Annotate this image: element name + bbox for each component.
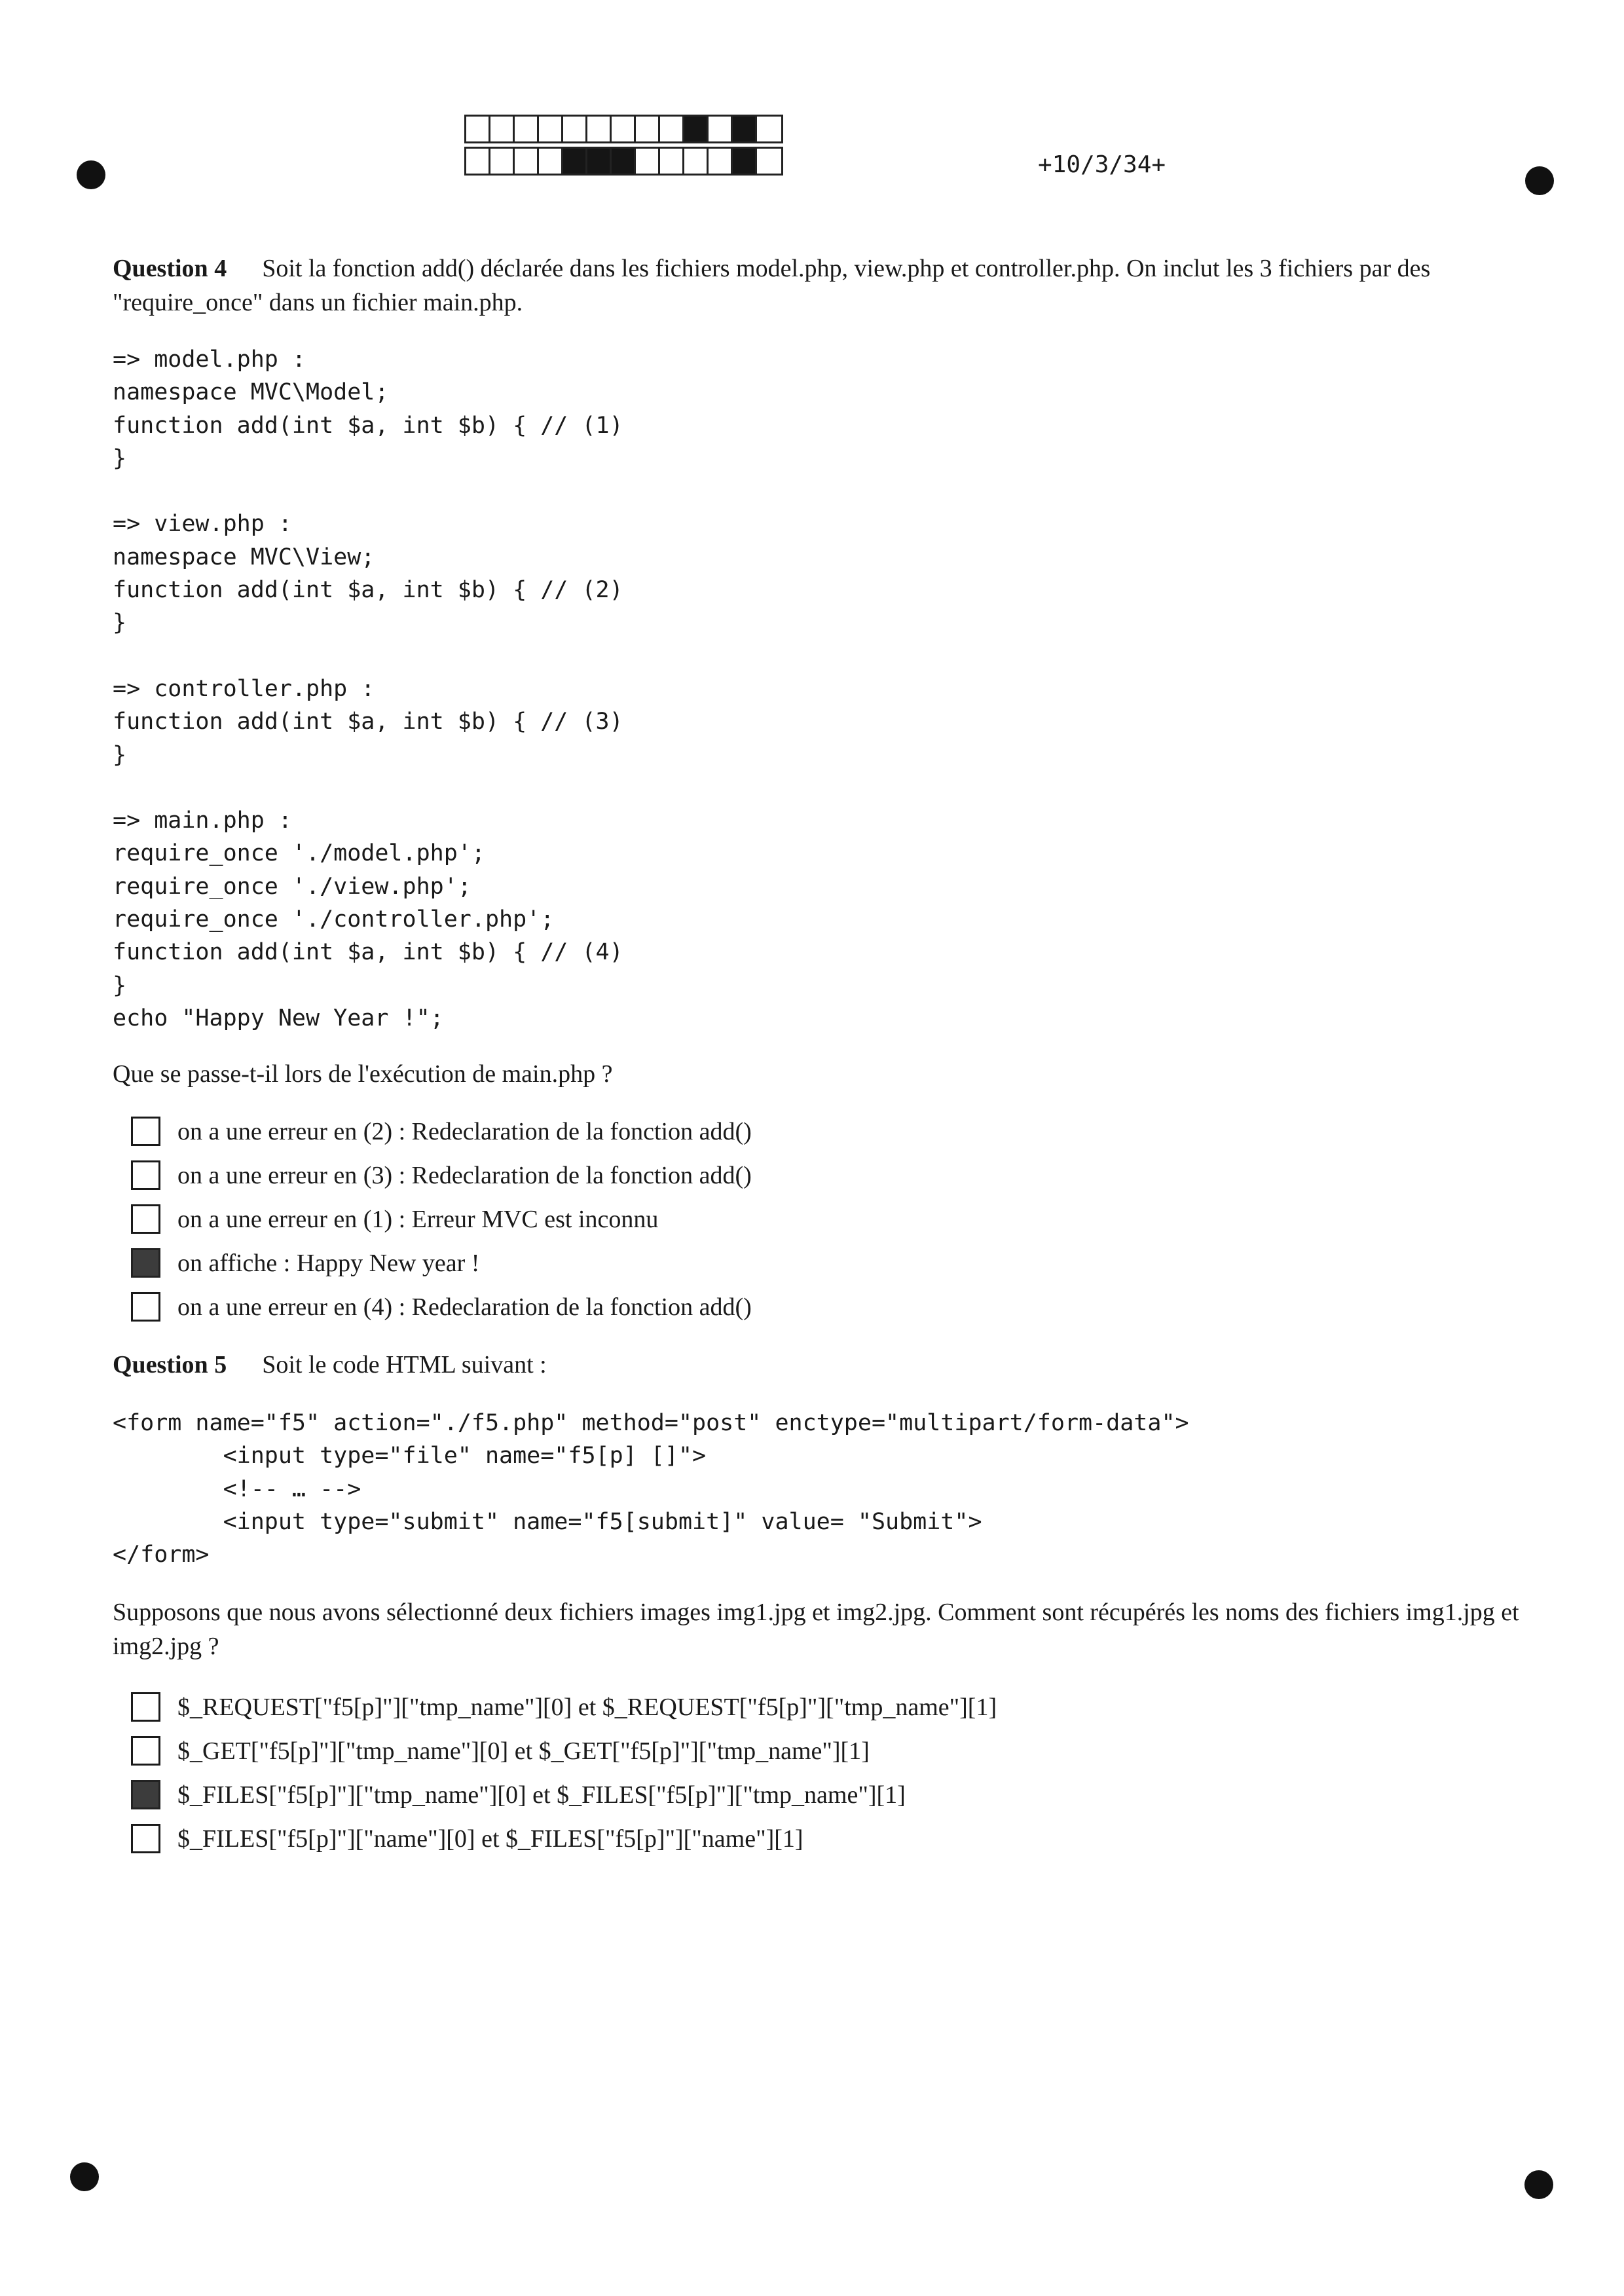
question-5-answers — [131, 1685, 997, 1861]
question-4-text: Soit la fonction add() déclarée dans les fichiers model.php, view.php et controller.php. On inclut les 3 fichiers par des "require_once" dans un fichier main.php. — [113, 255, 1431, 316]
answer-checkbox[interactable] — [131, 1292, 160, 1322]
barcode-cell — [612, 149, 636, 174]
question-5 — [113, 1348, 1521, 1382]
answer-option[interactable] — [131, 1817, 997, 1861]
answer-text: $_REQUEST["f5[p]"]["tmp_name"][0] et $_REQUEST["f5[p]"]["tmp_name"][1] — [177, 1693, 997, 1721]
answer-option[interactable] — [131, 1153, 752, 1197]
answer-checkbox[interactable] — [131, 1780, 160, 1809]
question-5-label: Question 5 — [113, 1351, 227, 1379]
answer-option[interactable] — [131, 1285, 752, 1329]
registration-mark-bottom-right — [1524, 2170, 1553, 2199]
barcode-cell — [466, 149, 490, 174]
answer-checkbox[interactable] — [131, 1692, 160, 1722]
answer-checkbox[interactable] — [131, 1736, 160, 1766]
question-4-prompt: Que se passe-t-il lors de l'exécution de main.php ? — [113, 1060, 613, 1088]
barcode-cell — [684, 149, 709, 174]
barcode-cell — [684, 117, 709, 141]
barcode-row-1 — [464, 115, 783, 143]
answer-option[interactable] — [131, 1685, 997, 1729]
barcode-cell — [757, 117, 781, 141]
answer-text: on a une erreur en (3) : Redeclaration de la fonction add() — [177, 1161, 752, 1189]
answer-checkbox[interactable] — [131, 1204, 160, 1234]
answer-option[interactable] — [131, 1109, 752, 1153]
question-4-label: Question 4 — [113, 255, 227, 282]
barcode-cell — [709, 149, 733, 174]
question-5-code: <form name="f5" action="./f5.php" method="post" enctype="multipart/form-data"> <input type="file" name="f5[p] []"> <!-- … --> <input type="submit" name="f5[submit]" value= "Submit"> </form> — [113, 1410, 1189, 1568]
page-id: +10/3/34+ — [1038, 151, 1166, 178]
registration-mark-bottom-left — [70, 2162, 99, 2191]
answer-option[interactable] — [131, 1729, 997, 1773]
barcode-cell — [539, 117, 563, 141]
answer-text: $_FILES["f5[p]"]["name"][0] et $_FILES["f5[p]"]["name"][1] — [177, 1824, 803, 1853]
barcode-cell — [757, 149, 781, 174]
barcode-cell — [660, 117, 684, 141]
answer-checkbox[interactable] — [131, 1824, 160, 1853]
barcode-cell — [709, 117, 733, 141]
barcode-cell — [660, 149, 684, 174]
answer-option[interactable] — [131, 1197, 752, 1241]
answer-text: on affiche : Happy New year ! — [177, 1249, 480, 1277]
answer-checkbox[interactable] — [131, 1117, 160, 1146]
answer-option[interactable] — [131, 1241, 752, 1285]
barcode-cell — [587, 117, 612, 141]
barcode-cell — [733, 117, 757, 141]
answer-text: $_GET["f5[p]"]["tmp_name"][0] et $_GET["f5[p]"]["tmp_name"][1] — [177, 1737, 870, 1765]
barcode-cell — [515, 149, 539, 174]
answer-option[interactable] — [131, 1773, 997, 1817]
barcode-cell — [733, 149, 757, 174]
barcode-cell — [490, 117, 515, 141]
answer-checkbox[interactable] — [131, 1160, 160, 1190]
barcode-cell — [539, 149, 563, 174]
answer-text: on a une erreur en (4) : Redeclaration de la fonction add() — [177, 1293, 752, 1321]
barcode-cell — [563, 117, 587, 141]
question-4-answers — [131, 1109, 752, 1329]
question-4 — [113, 251, 1521, 320]
barcode-cell — [515, 117, 539, 141]
barcode-cell — [490, 149, 515, 174]
question-4-code: => model.php : namespace MVC\Model; function add(int $a, int $b) { // (1) } => view.php : namespace MVC\View; function add(int $a, int $b) { // (2) } => controller.php : function add(int $a, int $b) { // (3) } => main.php : require_once './model.php'; require_once './view.php'; require_once './controller.php'; function add(int $a, int $b) { // (4) } echo "Happy New Year !"; — [113, 346, 623, 1031]
barcode-cell — [612, 117, 636, 141]
barcode-cell — [636, 117, 660, 141]
registration-mark-top-right — [1525, 166, 1554, 195]
answer-text: $_FILES["f5[p]"]["tmp_name"][0] et $_FILES["f5[p]"]["tmp_name"][1] — [177, 1781, 906, 1809]
barcode-cell — [587, 149, 612, 174]
question-5-text: Soit le code HTML suivant : — [262, 1351, 547, 1379]
barcode-row-2 — [464, 147, 783, 176]
answer-text: on a une erreur en (1) : Erreur MVC est inconnu — [177, 1205, 659, 1233]
barcode-cell — [563, 149, 587, 174]
barcode-cell — [636, 149, 660, 174]
question-5-prompt: Supposons que nous avons sélectionné deux fichiers images img1.jpg et img2.jpg. Comment sont récupérés les noms des fichiers img1.jpg et img2.jpg ? — [113, 1599, 1519, 1660]
registration-mark-top-left — [77, 160, 105, 189]
barcode-cell — [466, 117, 490, 141]
answer-checkbox[interactable] — [131, 1248, 160, 1278]
answer-text: on a une erreur en (2) : Redeclaration de la fonction add() — [177, 1117, 752, 1145]
